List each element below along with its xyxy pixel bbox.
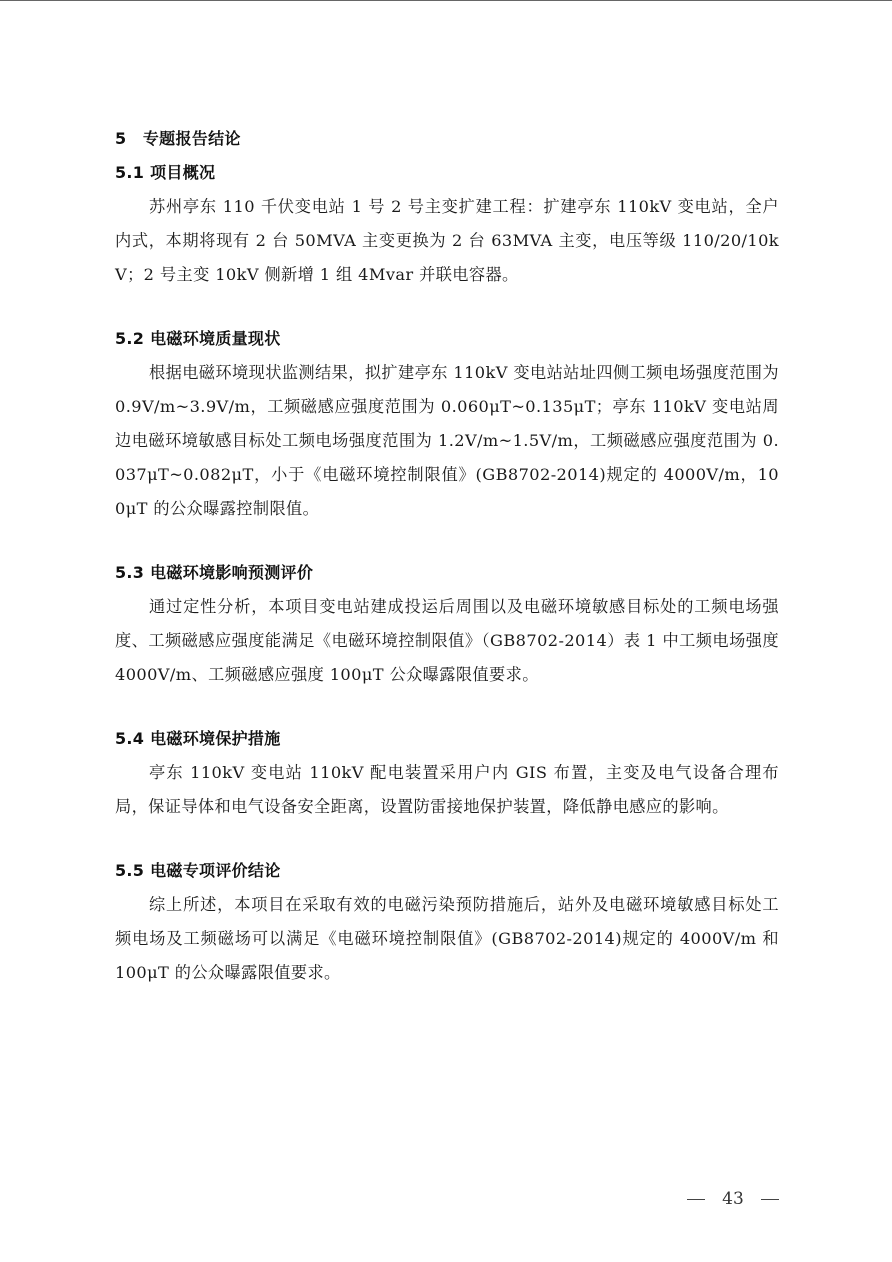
- section-heading-5-3: 5.3 电磁环境影响预测评价: [115, 563, 314, 582]
- section-paragraph-5-4: 亭东 110kV 变电站 110kV 配电装置采用户内 GIS 布置，主变及电气设备合理布局，保证导体和电气设备安全距离，设置防雷接地保护装置，降低静电感应的影响。: [115, 763, 779, 816]
- page-top-border: [0, 0, 892, 1]
- footer-dash-left: [687, 1199, 705, 1200]
- footer-dash-right: [761, 1199, 779, 1200]
- section-paragraph-5-5: 综上所述，本项目在采取有效的电磁污染预防措施后，站外及电磁环境敏感目标处工频电场及工频磁场可以满足《电磁环境控制限值》(GB8702-2014)规定的 4000V/m 和 100μT 的公众曝露限值要求。: [115, 895, 779, 982]
- chapter-number: 5: [115, 129, 127, 148]
- section-heading-5-1: 5.1 项目概况: [115, 163, 216, 182]
- section-paragraph-5-1: 苏州亭东 110 千伏变电站 1 号 2 号主变扩建工程：扩建亭东 110kV 变电站，全户内式，本期将现有 2 台 50MVA 主变更换为 2 台 63MVA 主变，电压等级 110/20/10kV；2 号主变 10kV 侧新增 1 组 4Mvar 并联电容器。: [115, 197, 779, 284]
- section-heading-5-4: 5.4 电磁环境保护措施: [115, 729, 281, 748]
- section-paragraph-5-2: 根据电磁环境现状监测结果，拟扩建亭东 110kV 变电站站址四侧工频电场强度范围为 0.9V/m~3.9V/m，工频磁感应强度范围为 0.060μT~0.135μT；亭东 110kV 变电站周边电磁环境敏感目标处工频电场强度范围为 1.2V/m~1.5V/m，工频磁感应强度范围为 0.037μT~0.082μT，小于《电磁环境控制限值》(GB8702-2014)规定的 4000V/m，100μT 的公众曝露控制限值。: [115, 363, 779, 518]
- document-page: [115, 122, 779, 990]
- page-number: 43: [722, 1189, 744, 1209]
- section-heading-5-5: 5.5 电磁专项评价结论: [115, 861, 281, 880]
- section-heading-5-2: 5.2 电磁环境质量现状: [115, 329, 281, 348]
- section-paragraph-5-3: 通过定性分析，本项目变电站建成投运后周围以及电磁环境敏感目标处的工频电场强度、工频磁感应强度能满足《电磁环境控制限值》（GB8702-2014）表 1 中工频电场强度 4000V/m、工频磁感应强度 100μT 公众曝露限值要求。: [115, 597, 779, 684]
- page-footer: [687, 1186, 779, 1212]
- chapter-title: 专题报告结论: [142, 129, 241, 148]
- chapter-heading: [115, 122, 779, 156]
